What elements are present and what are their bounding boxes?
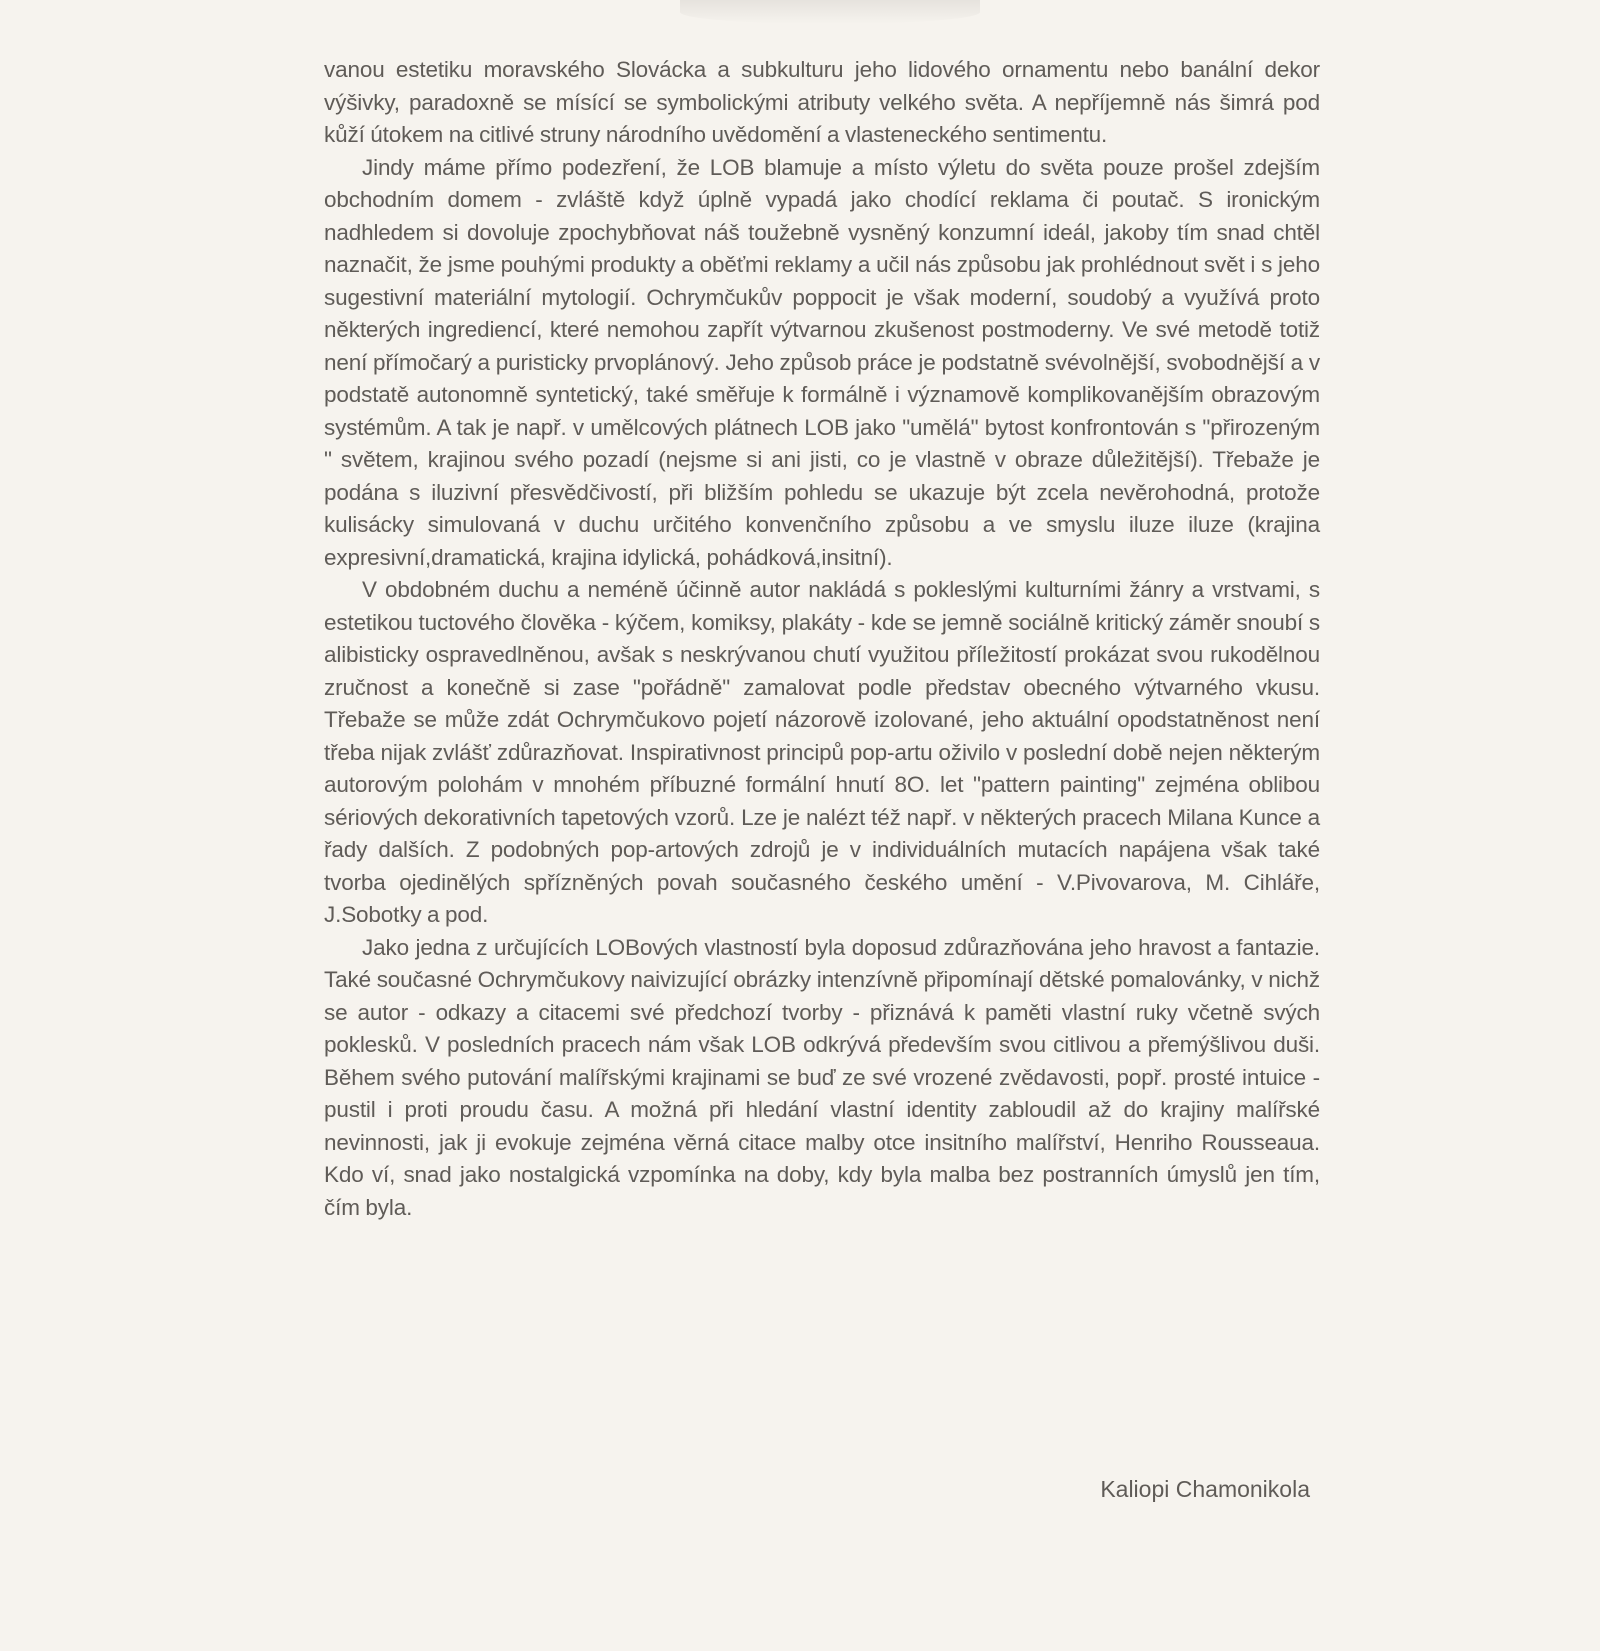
article-body (324, 54, 1320, 1224)
page-edge-shadow (680, 0, 980, 24)
paragraph: V obdobném duchu a neméně účinně autor nakládá s pokleslými kulturními žánry a vrstvami, s estetikou tuctového člověka - kýčem, komiksy, plakáty - kde se jemně sociálně kritický záměr snoubí s alibisticky ospravedlněnou, avšak s neskrývanou chutí využitou příležitostí prokázat svou rukodělnou zručnost a konečně si zase "pořádně" zamalovat podle představ obecného výtvarného vkusu. Třebaže se může zdát Ochrymčukovo pojetí názorově izolované, jeho aktuální opodstatněnost není třeba nijak zvlášť zdůrazňovat. Inspirativnost principů pop-artu oživilo v poslední době nejen některým autorovým polohám v mnohém příbuzné formální hnutí 8O. let "pattern painting" zejména oblibou sériových dekorativních tapetových vzorů. Lze je nalézt též např. v některých pracech Milana Kunce a řady dalších. Z podobných pop-artových zdrojů je v individuálních mutacích napájena však také tvorba ojedinělých spřízněných povah současného českého umění - V.Pivovarova, M. Cihláře, J.Sobotky a pod. (324, 577, 1320, 927)
paragraph: Jindy máme přímo podezření, že LOB blamuje a místo výletu do světa pouze prošel zdejším obchodním domem - zvláště když úplně vypadá jako chodící reklama či poutač. S ironickým nadhledem si dovoluje zpochybňovat náš toužebně vysněný konzumní ideál, jakoby tím snad chtěl naznačit, že jsme pouhými produkty a oběťmi reklamy a učil nás způsobu jak prohlédnout svět i s jeho sugestivní materiální mytologií. Ochrymčukův poppocit je však moderní, soudobý a využívá proto některých ingrediencí, které nemohou zapřít výtvarnou zkušenost postmoderny. Ve své metodě totiž není přímočarý a puristicky prvoplánový. Jeho způsob práce je podstatně svévolnější, svobodnější a v podstatě autonomně syntetický, také směřuje k formálně i významově komplikovanějším obrazovým systémům. A tak je např. v umělcových plátnech LOB jako "umělá" bytost konfrontován s "přirozeným " světem, krajinou svého pozadí (nejsme si ani jisti, co je vlastně v obraze důležitější). Třebaže je podána s iluzivní přesvědčivostí, při bližším pohledu se ukazuje být zcela nevěrohodná, protože kulisácky simulovaná v duchu určitého konvenčního způsobu a ve smyslu iluze iluze (krajina expresivní,dramatická, krajina idylická, pohádková,insitní). (324, 154, 1320, 570)
paragraph: vanou estetiku moravského Slovácka a subkulturu jeho lidového ornamentu nebo banální dekor výšivky, paradoxně se mísící se symbolickými atributy velkého světa. A nepříjemně nás šimrá pod kůží útokem na citlivé struny národního uvědomění a vlasteneckého sentimentu. (324, 57, 1320, 147)
author-signature: Kaliopi Chamonikola (1100, 1476, 1310, 1502)
paragraph: Jako jedna z určujících LOBových vlastností byla doposud zdůrazňována jeho hravost a fantazie. Také současné Ochrymčukovy naivizující obrázky intenzívně připomínají dětské pomalovánky, v nichž se autor - odkazy a citacemi své předchozí tvorby - přiznává k paměti vlastní ruky včetně svých poklesků. V posledních pracech nám však LOB odkrývá především svou citlivou a přemýšlivou duši. Během svého putování malířskými krajinami se buď ze své vrozené zvědavosti, popř. prosté intuice - pustil i proti proudu času. A možná při hledání vlastní identity zabloudil až do krajiny malířské nevinnosti, jak ji evokuje zejména věrná citace malby otce insitního malířství, Henriho Rousseaua. Kdo ví, snad jako nostalgická vzpomínka na doby, kdy byla malba bez postranních úmyslů jen tím, čím byla. (324, 934, 1320, 1220)
